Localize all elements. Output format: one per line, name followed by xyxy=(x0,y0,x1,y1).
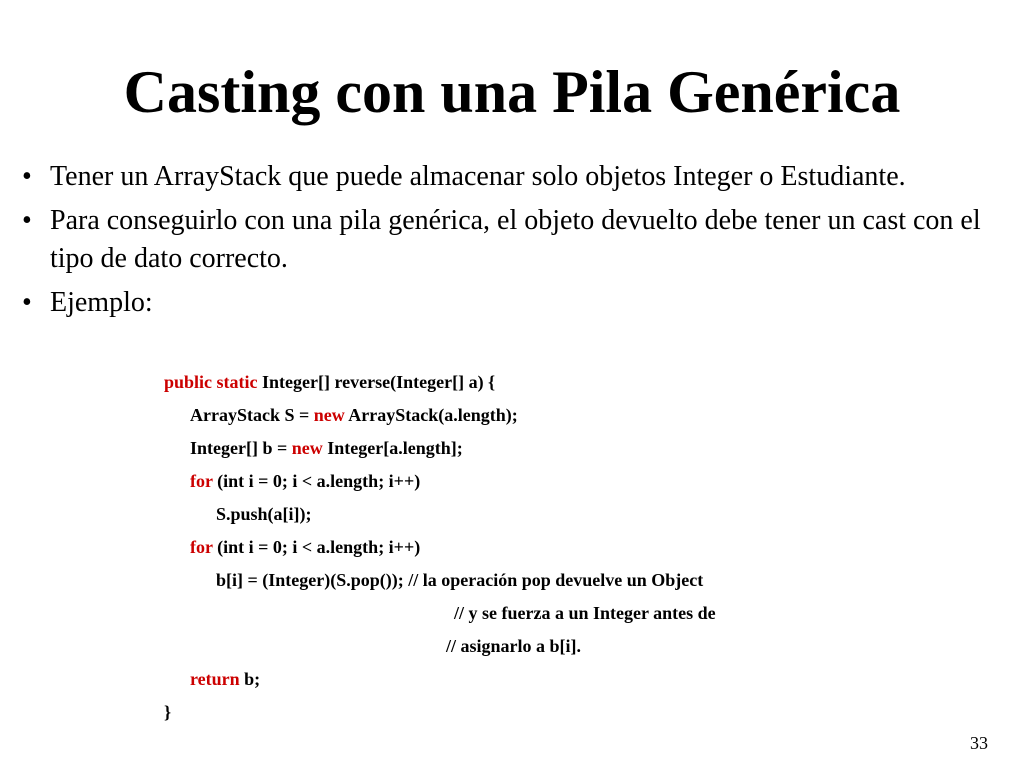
code-line xyxy=(164,696,984,729)
code-comment-line xyxy=(164,597,984,630)
bullet-text: Tener un ArrayStack que puede almacenar solo objetos Integer o Estudiante. xyxy=(50,161,906,192)
code-keyword: for xyxy=(190,471,213,491)
code-keyword: new xyxy=(291,438,323,458)
bullet-item xyxy=(22,158,982,196)
code-comment: // asignarlo a b[i]. xyxy=(446,636,582,656)
code-line xyxy=(164,432,984,465)
bullet-marker: • xyxy=(22,161,32,192)
code-text: b; xyxy=(239,669,261,689)
page-number: 33 xyxy=(970,733,988,753)
slide-title: Casting con una Pila Genérica xyxy=(123,59,901,125)
code-text: S.push(a[i]); xyxy=(216,504,312,524)
bullet-list xyxy=(22,158,982,328)
bullet-item xyxy=(22,284,982,322)
code-line xyxy=(164,663,984,696)
code-block xyxy=(164,366,984,729)
code-text: (int i = 0; i < a.length; i++) xyxy=(212,537,421,557)
bullet-text: Para conseguirlo con una pila genérica, el objeto devuelto debe tener un cast con el tipo de dato correcto. xyxy=(50,205,981,274)
code-keyword: return xyxy=(190,669,240,689)
code-line xyxy=(164,465,984,498)
code-line xyxy=(164,531,984,564)
bullet-marker: • xyxy=(22,205,32,236)
code-comment: // y se fuerza a un Integer antes de xyxy=(454,603,716,623)
bullet-marker: • xyxy=(22,287,32,318)
code-text: Integer[a.length]; xyxy=(322,438,463,458)
code-text: ArrayStack S = xyxy=(190,405,314,425)
code-line xyxy=(164,399,984,432)
code-line xyxy=(164,366,984,399)
code-line xyxy=(164,498,984,531)
code-text: (int i = 0; i < a.length; i++) xyxy=(212,471,421,491)
code-comment-line xyxy=(164,630,984,663)
code-text: Integer[] reverse(Integer[] a) { xyxy=(257,372,496,392)
code-text: ArrayStack(a.length); xyxy=(344,405,518,425)
code-text: } xyxy=(164,702,172,722)
code-keyword: public static xyxy=(164,372,258,392)
code-keyword: for xyxy=(190,537,213,557)
code-text: b[i] = (Integer)(S.pop()); // la operación pop devuelve un Object xyxy=(216,570,704,590)
code-keyword: new xyxy=(313,405,345,425)
code-text: Integer[] b = xyxy=(190,438,292,458)
code-line xyxy=(164,564,984,597)
bullet-item xyxy=(22,202,982,278)
bullet-text: Ejemplo: xyxy=(50,287,153,318)
